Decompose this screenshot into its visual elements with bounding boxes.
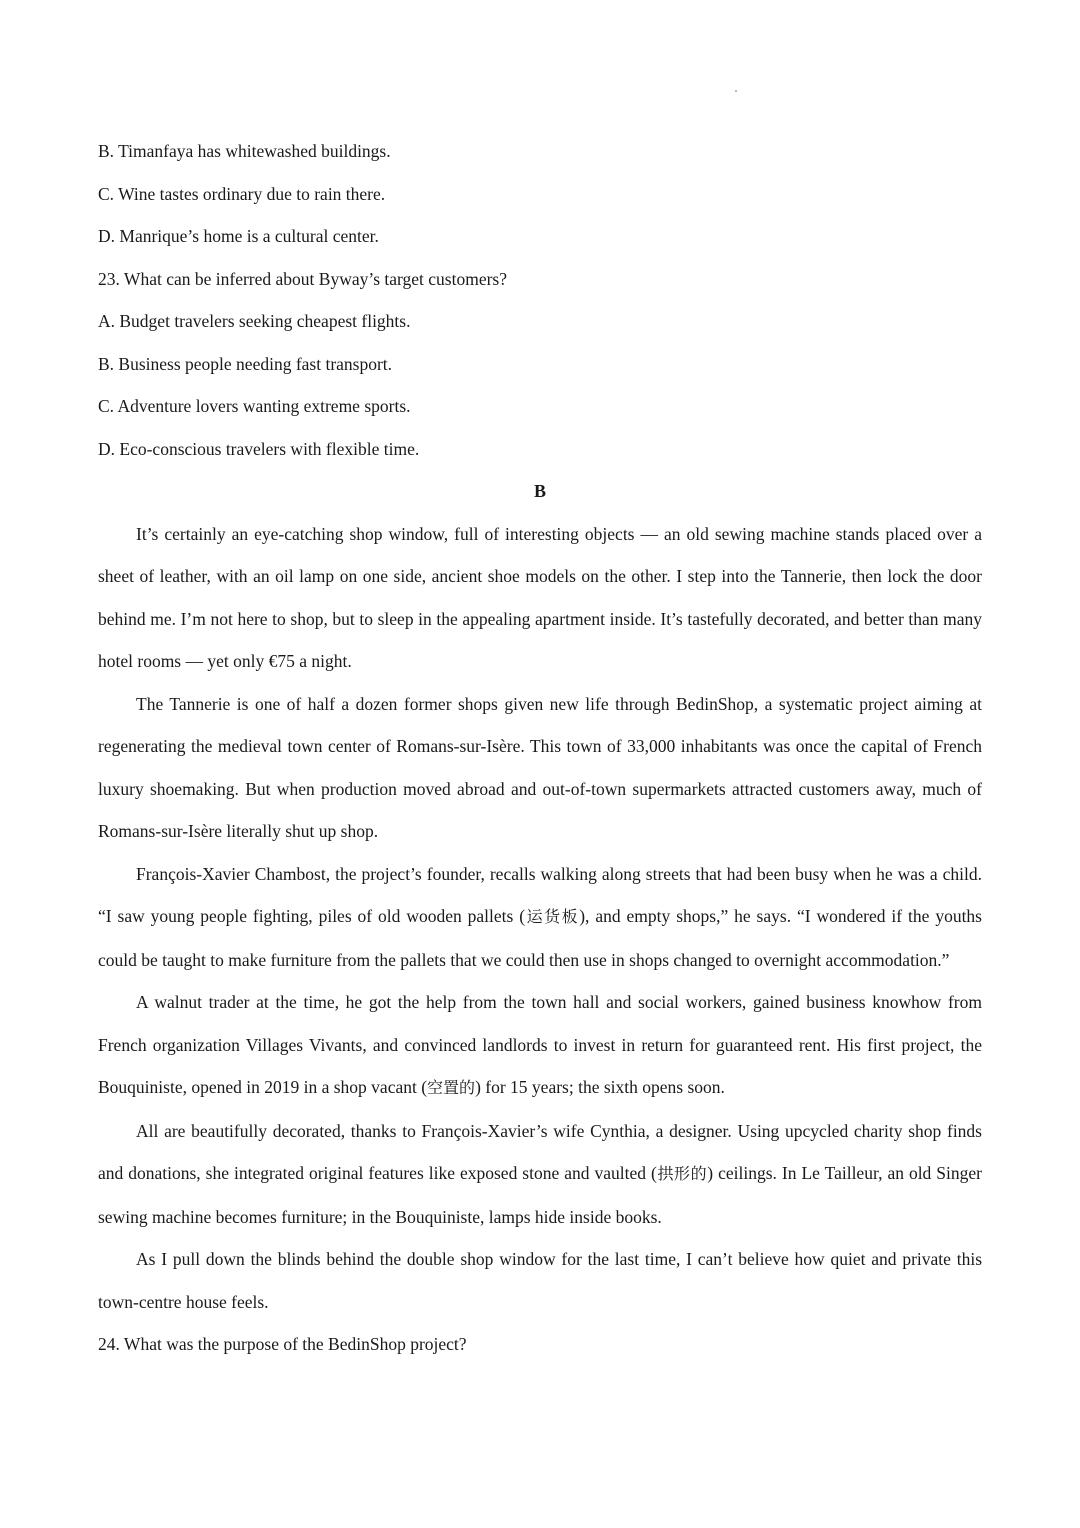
exam-page — [98, 130, 982, 1366]
passage-paragraph-5 — [98, 1110, 982, 1239]
gloss-vacant: 空置的 — [427, 1078, 476, 1097]
option-22-c: C. Wine tastes ordinary due to rain there. — [98, 183, 386, 204]
question-23: 23. What can be inferred about Byway’s target customers? — [98, 268, 508, 289]
scan-speck — [735, 90, 737, 92]
paragraph-4-text-b: ) for 15 years; the sixth opens soon. — [475, 1077, 725, 1097]
option-23-b: B. Business people needing fast transport. — [98, 353, 393, 374]
gloss-vaulted: 拱形的 — [656, 1164, 708, 1183]
option-23-d: D. Eco-conscious travelers with flexible time. — [98, 438, 420, 459]
paragraph-3-text-a: François-Xavier Chambost, the project’s founder, recalls walking along streets that had been busy when he was a child. “I saw young people fighting, piles of old wooden pallets ( — [98, 863, 982, 926]
passage-paragraph-1: It’s certainly an eye-catching shop window, full of interesting objects — an old sewing machine stands placed over a sheet of leather, with an oil lamp on one side, ancient shoe models on the other. I step into the Tannerie, then lock the door behind me. I’m not here to shop, but to sleep in the appealing apartment inside. It’s tastefully decorated, and better than many hotel rooms — yet only €75 a night. — [98, 523, 982, 671]
option-22-d: D. Manrique’s home is a cultural center. — [98, 226, 379, 246]
passage-paragraph-4 — [98, 981, 982, 1110]
passage-paragraph-2: The Tannerie is one of half a dozen former shops given new life through BedinShop, a systematic project aiming at regenerating the medieval town center of Romans-sur-Isère. This town of 33,000 inhabitants was once the capital of French luxury shoemaking. But when production moved abroad and out-of-town supermarkets attracted customers away, much of Romans-sur-Isère literally shut up shop. — [98, 693, 982, 841]
paragraph-5-text-b: ) ceilings. In Le Tailleur, an old Singer sewing machine becomes furniture; in the Bouquiniste, lamps hide inside books. — [98, 1163, 982, 1227]
gloss-pallets: 运货板 — [525, 907, 580, 926]
question-24: 24. What was the purpose of the BedinShop project? — [98, 1334, 467, 1354]
paragraph-3-text-b: ), and empty shops,” he says. “I wondered if the youths could be taught to make furniture from the pallets that we could then use in shops changed to overnight accommodation.” — [98, 906, 982, 970]
paragraph-4-text-a: A walnut trader at the time, he got the help from the town hall and social workers, gained business knowhow from French organization Villages Vivants, and convinced landlords to invest in return for guaranteed rent. His first project, the Bouquiniste, opened in 2019 in a shop vacant ( — [98, 992, 982, 1097]
passage-paragraph-6: As I pull down the blinds behind the double shop window for the last time, I can’t believe how quiet and private this town-centre house feels. — [98, 1249, 982, 1312]
option-23-c: C. Adventure lovers wanting extreme sports. — [98, 396, 411, 416]
option-23-a: A. Budget travelers seeking cheapest flights. — [98, 311, 411, 331]
option-22-b: B. Timanfaya has whitewashed buildings. — [98, 141, 391, 161]
paragraph-5-text-a: All are beautifully decorated, thanks to François-Xavier’s wife Cynthia, a designer. Using upcycled charity shop finds and donations, she integrated original features like exposed stone and vaulted ( — [98, 1120, 982, 1183]
section-heading: B — [533, 481, 546, 501]
passage-paragraph-3 — [98, 853, 982, 982]
